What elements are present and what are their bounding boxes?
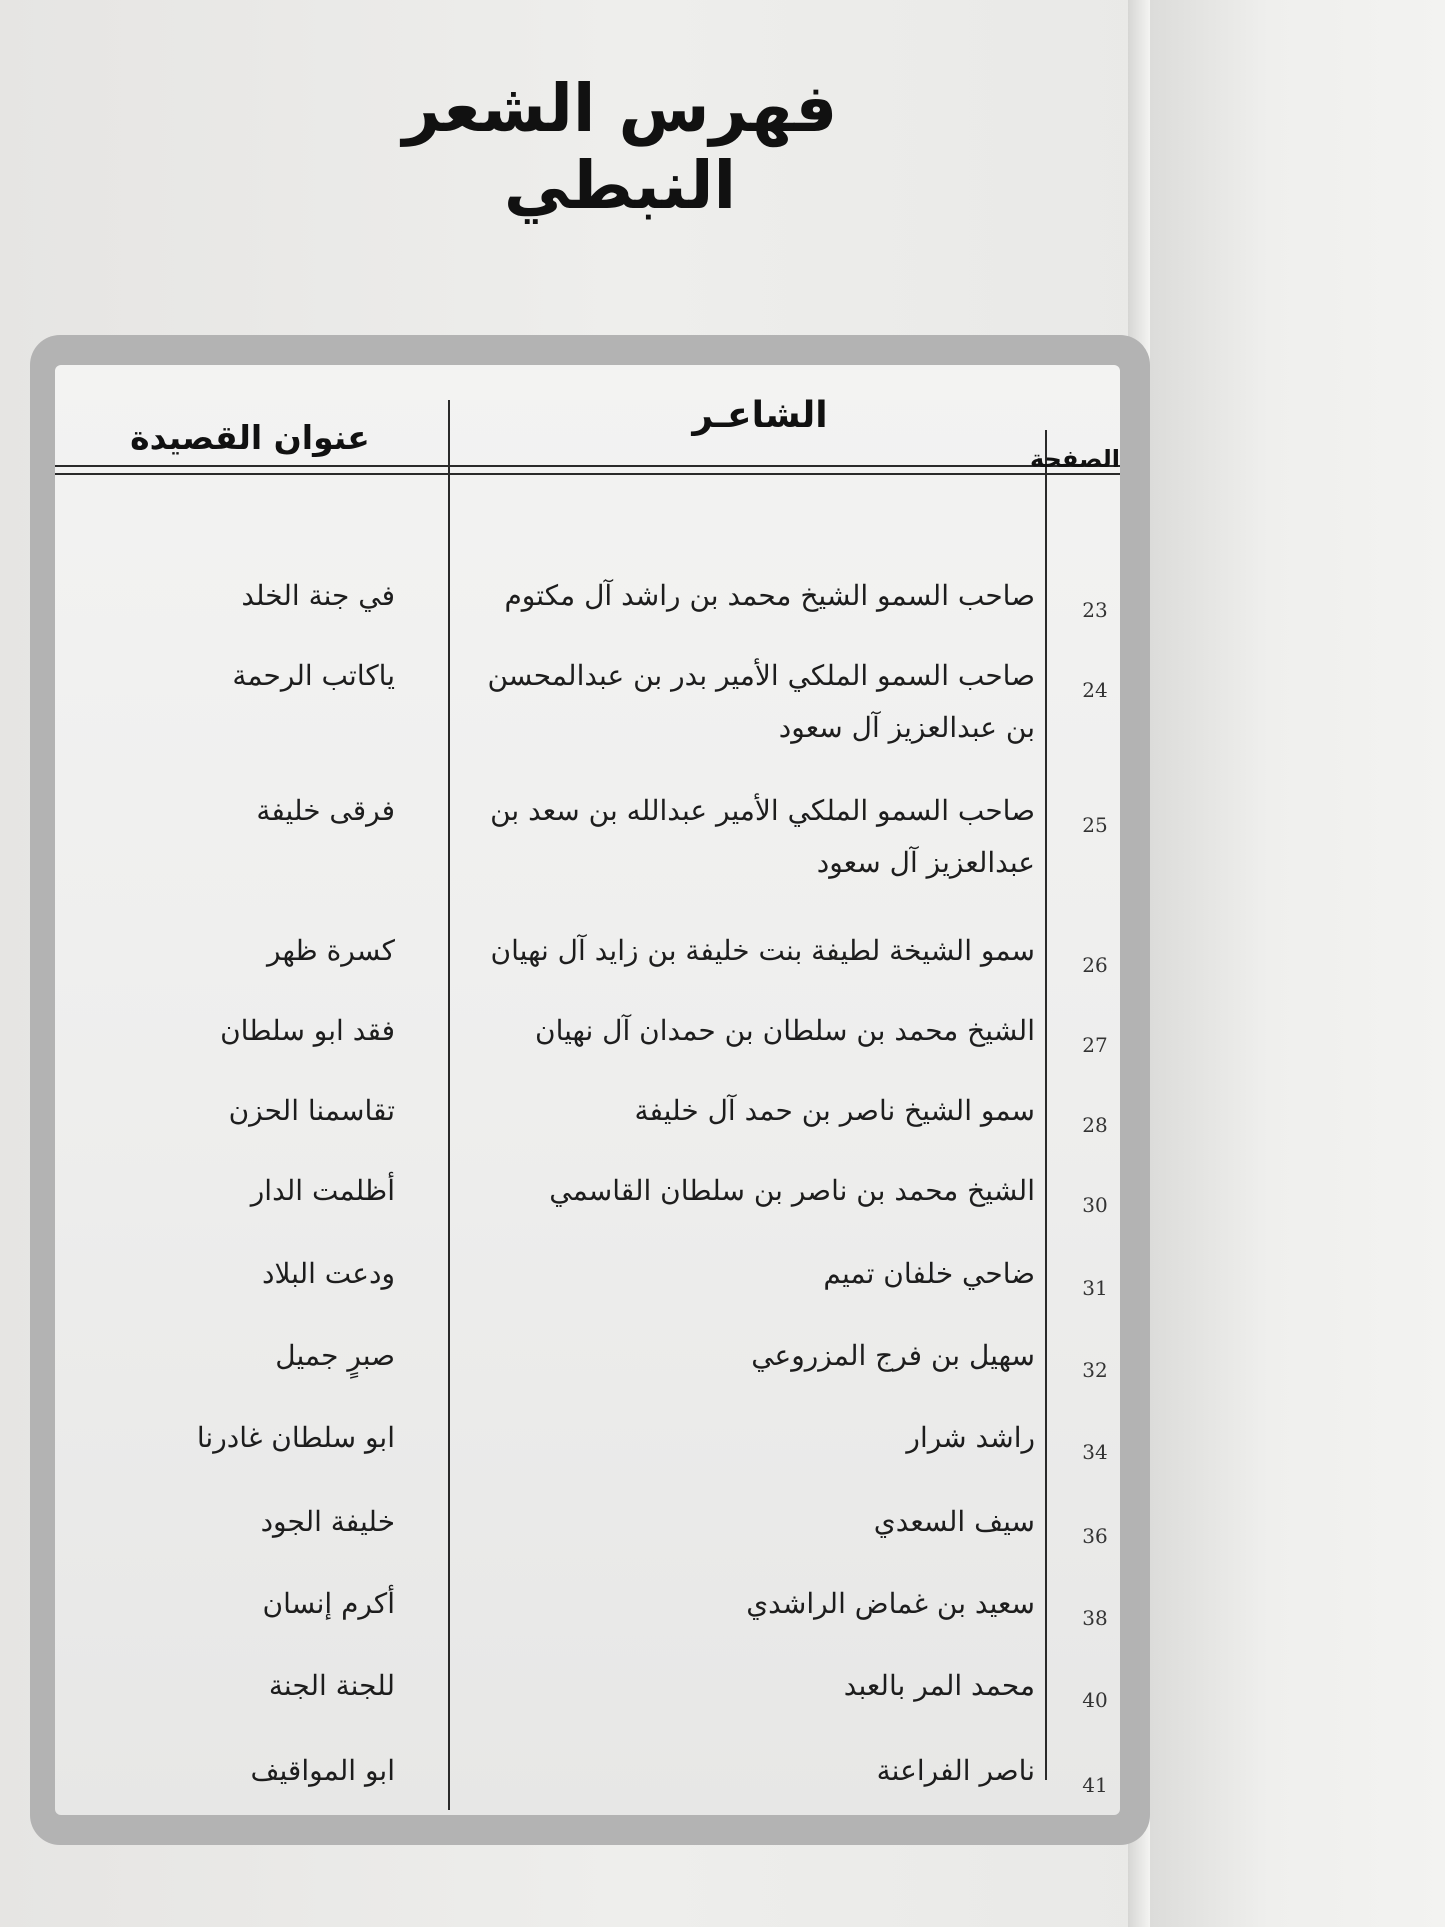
page-number: 25 [1082,813,1108,837]
poem-title: ابو المواقيف [250,1754,395,1787]
poem-title: فقد ابو سلطان [220,1014,395,1047]
page-number: 27 [1082,1033,1108,1057]
poet-name: سمو الشيخ ناصر بن حمد آل خليفة [634,1094,1035,1127]
poet-name: صاحب السمو الملكي الأمير بدر بن عبدالمحسن بن عبدالعزيز آل سعود [487,659,1035,744]
poem-title: تقاسمنا الحزن [228,1094,395,1127]
poet-name: الشيخ محمد بن سلطان بن حمدان آل نهيان [535,1014,1035,1047]
poet-name: صاحب السمو الملكي الأمير عبدالله بن سعد بن عبدالعزيز آل سعود [490,794,1035,879]
page-number: 34 [1082,1440,1108,1464]
poem-title: أظلمت الدار [250,1174,395,1207]
header-poem-title: عنوان القصيدة [130,418,370,457]
poem-title: في جنة الخلد [241,579,395,612]
poet-name: ضاحي خلفان تميم [823,1257,1035,1290]
poem-title: ياكاتب الرحمة [232,659,395,692]
poem-title: فرقى خليفة [256,794,395,827]
page-number: 36 [1082,1524,1108,1548]
poem-title: ابو سلطان غادرنا [196,1421,395,1454]
poet-name: سهيل بن فرج المزروعي [751,1339,1035,1372]
page-title: فهرس الشعر النبطي [402,70,838,224]
poem-title: صبرٍ جميل [275,1339,395,1372]
header-page: الصفحة [1029,445,1120,473]
poet-name: الشيخ محمد بن ناصر بن سلطان القاسمي [549,1174,1035,1207]
poem-title: خليفة الجود [260,1505,395,1538]
poet-name: سمو الشيخة لطيفة بنت خليفة بن زايد آل نهيان [490,934,1035,967]
poem-title: للجنة الجنة [268,1669,395,1702]
poem-title: أكرم إنسان [262,1587,395,1620]
header-divider [55,473,1120,475]
page-number: 23 [1082,598,1108,622]
page-number: 40 [1082,1688,1108,1712]
poem-title: كسرة ظهر [267,934,395,967]
page-number: 38 [1082,1606,1108,1630]
page-number: 32 [1082,1358,1108,1382]
background-surface [1150,0,1445,1927]
poet-name: محمد المر بالعبد [843,1669,1035,1702]
header-poet: الشاعـر [692,395,828,436]
page-number: 24 [1082,678,1108,702]
column-divider [1045,430,1047,1780]
page-number: 31 [1082,1276,1108,1300]
page-number: 41 [1082,1773,1108,1797]
header-divider [55,465,1120,467]
page-number: 28 [1082,1113,1108,1137]
poet-name: صاحب السمو الشيخ محمد بن راشد آل مكتوم [504,579,1035,612]
page-number: 30 [1082,1193,1108,1217]
column-divider [448,400,450,1810]
poet-name: ناصر الفراعنة [876,1754,1035,1787]
poem-title: ودعت البلاد [261,1257,395,1290]
poet-name: سيف السعدي [873,1505,1035,1538]
poet-name: راشد شرار [906,1421,1035,1454]
poet-name: سعيد بن غماض الراشدي [746,1587,1035,1620]
page-number: 26 [1082,953,1108,977]
